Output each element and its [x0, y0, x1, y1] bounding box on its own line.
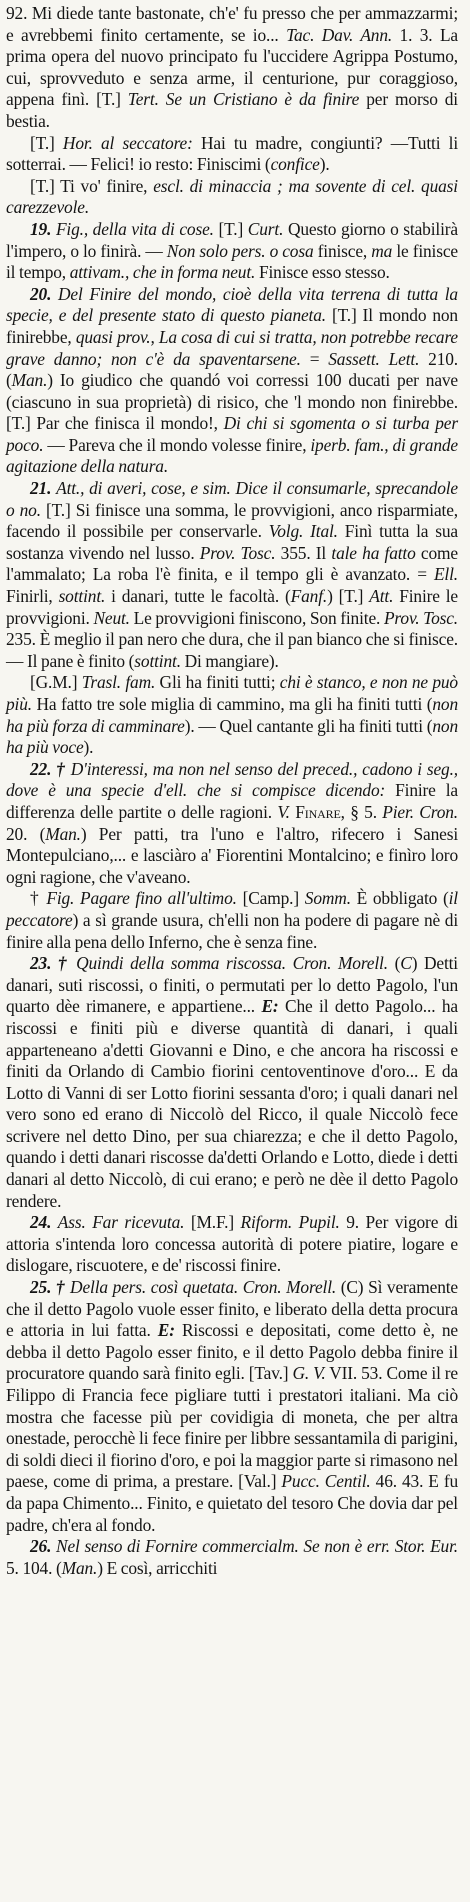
text-run: finisce,	[313, 240, 372, 261]
text-run: escl. di minaccia ; ma sovente di cel. quasi carezzevole.	[6, 175, 458, 218]
text-run: 1. 3. La prima opera del nuovo principato fu l'uccidere Agrippa Postumo, cui, sprovveduto e senza arme, il centurione, pur coraggioso, appena finì. [T.]	[6, 24, 458, 110]
text-run: Man.	[45, 823, 81, 844]
text-run: ) a sì grande usura, ch'elli non ha podere di pagare nè di finire alla pena dello Inferno, che è senza fine.	[6, 909, 458, 952]
text-run: Del Finire del mondo, cioè della vita terrena di tutta la specie, e del presente stato di questo pianeta.	[6, 283, 458, 326]
text-run: ).	[319, 154, 330, 175]
paragraph-entry-26	[6, 1536, 458, 1579]
text-run: , § 5.	[340, 801, 383, 822]
text-run: non ha più forza di camminare	[6, 694, 458, 736]
text-run: sottint.	[58, 586, 106, 607]
text-run: [T.]	[213, 218, 248, 239]
text-run: ) Io giudico che quandó voi corressi 100 ducati per nave (ciascuno in sua proprietà) di risico, che 'l mondo non finirebbe. [T.] Par che finisca il mondo!,	[6, 370, 458, 434]
text-run: Finare	[295, 801, 341, 822]
text-run: 9. Per vigore di attoria s'intenda loro concessa autorità di potere piatire, logare e dislogare, riscuotere, e de' riscossi finire.	[6, 1212, 458, 1276]
paragraph-entry-19	[6, 219, 458, 284]
text-run: come l'ammalato; La roba l'è finita, e il tempo gli è avanzato. =	[6, 542, 458, 585]
text-run: 26.	[30, 1536, 57, 1557]
text-run: G. V.	[292, 1363, 326, 1384]
text-run: Finirli,	[6, 586, 59, 607]
text-run: Curt.	[247, 218, 284, 239]
text-run: Quindi della somma riscossa. Cron. Morell.	[76, 953, 388, 974]
text-run: Ell.	[433, 564, 458, 585]
text-run: E:	[261, 996, 279, 1017]
text-run: quasi prov., La cosa di cui si tratta, non potrebbe recare grave danno; non c'è da spaventarsene.	[6, 326, 458, 369]
text-run: Trasl. fam.	[81, 672, 156, 693]
text-run: 355. Il	[275, 542, 332, 563]
text-run: Sassett. Lett.	[328, 348, 420, 369]
text-run: ) E così, arricchiti	[97, 1557, 218, 1578]
text-run: ) [T.]	[327, 586, 370, 607]
text-run: †	[30, 888, 47, 909]
text-run: 5. 104. (	[6, 1557, 62, 1578]
text-run: (C) Sì veramente che il detto Pagolo vuole esser finito, e liberato della detta procura e attoria in lui fatta.	[6, 1277, 458, 1341]
text-run: 22. †	[30, 758, 71, 779]
paragraph-entry-21	[6, 478, 458, 672]
paragraph-fig-pay	[6, 888, 458, 953]
text-run: Di mangiare).	[180, 650, 279, 671]
text-run: (	[387, 953, 401, 974]
paragraph-entry-22	[6, 759, 458, 889]
text-run: [T.] Ti vo' finire,	[30, 175, 154, 196]
text-run: Questo giorno o stabilirà l'impero, o lo finirà. —	[6, 218, 458, 261]
text-run: V.	[277, 801, 290, 822]
text-run: [T.] Si finisce una somma, le provvigioni, anco risparmiate, facendo il possibile per conservarle.	[6, 499, 458, 542]
paragraph-entry-25	[6, 1277, 458, 1536]
text-run: Tac. Dav. Ann.	[286, 24, 393, 45]
text-run: Somm.	[304, 888, 351, 909]
paragraph-tommaseo-hor-quote	[6, 133, 458, 176]
text-run: 210. (	[6, 348, 458, 391]
paragraph-entry-24	[6, 1212, 458, 1277]
text-run: le finisce il tempo,	[6, 240, 458, 283]
text-run: D'interessi, ma non nel senso del preced., cadono i seg., dove è una specie d'ell. che si compisce dicendo:	[6, 758, 458, 801]
text-run: Fanf.	[290, 586, 328, 607]
text-run: Fig. Pagare fino all'ultimo.	[46, 888, 237, 909]
text-run: Man.	[61, 1557, 98, 1578]
text-run: Prov. Tosc.	[199, 542, 276, 563]
text-run: [Camp.]	[236, 888, 305, 909]
text-run: VII. 53. Come il re Filippo di Francia fece pigliare tutti i prestatori italiani. Ma ciò mostra che facesse più per covidigia di moneta, che per altra onestade, perocchè li fece finire per libbre sessantamila di parigini, di soldi dieci il fiorino d'oro, e poi la maggior parte si rimasono nel paese, come di prima, a prestare. [Val.]	[6, 1363, 458, 1492]
text-run: 19.	[30, 218, 56, 239]
dictionary-text-column	[6, 3, 458, 1579]
text-run: ) Detti danari, suti riscossi, o finiti, o permutati per lo detto Pagolo, l'un quarto dèe rimanere, e appartiene...	[6, 953, 458, 1017]
text-run: i danari, tutte le facoltà. (	[105, 586, 291, 607]
text-run: Tert. Se un Cristiano è da finire	[127, 89, 360, 110]
text-run: attivam., che in forma neut.	[69, 262, 256, 283]
text-run: C	[400, 953, 412, 974]
text-run: ) Per patti, tra l'uno e l'altro, rifecero i Sanesi Montepulciano,... e lasciàro a' Fiorentini Montalcino; e finìro loro ogni ragione, che v'aveano.	[6, 823, 458, 887]
text-run: sottint.	[134, 650, 181, 671]
text-run: Finire la differenza delle partite o delle ragioni.	[6, 780, 458, 822]
text-run: Man.	[11, 370, 48, 391]
text-run: 235. È meglio il pan nero che dura, che il pan bianco che si finisce. — Il pane è finito (	[6, 629, 458, 671]
text-run: 24.	[30, 1212, 58, 1233]
text-run: Neut.	[93, 607, 130, 628]
text-run: Pucc. Centil.	[281, 1471, 371, 1492]
paragraph-gm-note	[6, 672, 458, 758]
text-run: È obbligato (	[350, 888, 449, 909]
text-run: Fig., della vita di cose.	[55, 218, 214, 239]
paragraph-tommaseo-threat	[6, 176, 458, 219]
text-run: Che il detto Pagolo... ha riscossi e finiti più e diverse quantità di danari, i quali apparteneano a'detti Giovanni e Dino, e che ancora ha riscossi e finiti da Orlando di Cambio fiorini centoventinove d'oro... E da Lotto di Vanni di ser Lotto fiorini sessanta d'oro; i quali danari nel vero sono ed erano di Niccolò del Ricco, il quale Niccolò fece scrivere nel detto Dino, per sua chiarezza; e che il detto Pagolo, quando i detti danari riscosse da'detti Orlando e Lotto, diede i detti danari al detto Niccolò, di cui erano; e però ne dèe il detto Pagolo rendere.	[6, 996, 458, 1211]
text-run: Non solo pers. o cosa	[166, 240, 314, 261]
text-run: Att.	[369, 586, 394, 607]
text-run: 92. Mi diede tante bastonate, ch'e' fu presso che per ammazzarmi; e avrebbemi finito certamente, se io...	[6, 3, 458, 45]
paragraph-entry-23	[6, 953, 458, 1212]
text-run: Volg. Ital.	[268, 521, 338, 542]
text-run: Riform. Pupil.	[240, 1212, 340, 1233]
text-run: =	[300, 348, 329, 369]
paragraph-entry-92	[6, 3, 458, 133]
text-run: Ha fatto tre sole miglia di cammino, ma gli ha finiti tutti (	[31, 694, 433, 714]
text-run: — Pareva che il mondo volesse finire,	[43, 434, 311, 455]
text-run: [T.] Il mondo non finirebbe,	[6, 305, 458, 347]
text-run: [M.F.]	[184, 1212, 241, 1233]
text-run: 25. †	[30, 1277, 71, 1298]
text-run: iperb. fam., di grande agitazione della natura.	[6, 434, 458, 477]
paragraph-entry-20	[6, 284, 458, 478]
text-run: confice	[270, 154, 320, 175]
text-run: Riscossi e depositati, come detto è, ne debba il detto Pagolo esser finito, e il detto Pagolo debba finire il procuratore quando sarà finito egli. [Tav.]	[6, 1320, 459, 1384]
text-run: Nel senso di Fornire commercialm. Se non è err. Stor. Eur.	[56, 1536, 458, 1557]
text-run: tale ha fatto	[331, 542, 416, 563]
text-run: Finì tutta la sua sostanza vivendo nel lusso.	[6, 521, 458, 563]
text-run: 46. 43. E fu da papa Chimento... Finito, e quietato del tesoro Che dovia dar pel padre, ch'era al fondo.	[6, 1471, 459, 1535]
text-run: non ha più voce	[6, 715, 458, 758]
text-run: [T.]	[30, 132, 63, 153]
text-run: 20. (	[6, 823, 46, 844]
text-run: [G.M.]	[30, 672, 82, 693]
text-run: 23. †	[30, 953, 77, 974]
text-run: per morso di bestia.	[6, 89, 458, 131]
text-run: il peccatore	[6, 888, 458, 930]
text-run: ma	[371, 240, 393, 261]
text-run: Prov. Tosc.	[383, 607, 458, 628]
text-run: 20.	[30, 283, 58, 304]
text-run: Della pers. così quetata. Cron. Morell.	[70, 1277, 337, 1298]
text-run: Di chi si sgomenta o si turba per poco.	[6, 413, 458, 455]
text-run: Gli ha finiti tutti;	[155, 672, 280, 693]
text-run: Hor. al seccatore:	[62, 132, 193, 153]
text-run: Att., di averi, cose, e sim. Dice il consumarle, sprecandole o no.	[6, 478, 458, 520]
text-run: ). — Quel cantante gli ha finiti tutti (	[184, 715, 433, 736]
text-run: Finisce esso stesso.	[255, 262, 390, 283]
text-run: Le provvigioni finiscono, Son finite.	[129, 607, 384, 628]
text-run: Ass. Far ricevuta.	[57, 1212, 185, 1233]
text-run: Hai tu madre, congiunti? —Tutti li sotterrai. — Felici! io resto: Finiscimi (	[6, 132, 459, 175]
text-run: 21.	[30, 478, 57, 499]
text-run: E:	[157, 1320, 175, 1341]
text-run: chi è stanco, e non ne può più.	[6, 672, 458, 714]
text-run: Pier. Cron.	[382, 801, 458, 822]
text-run: Finire le provvigioni.	[6, 586, 459, 628]
text-run: ).	[83, 737, 94, 758]
